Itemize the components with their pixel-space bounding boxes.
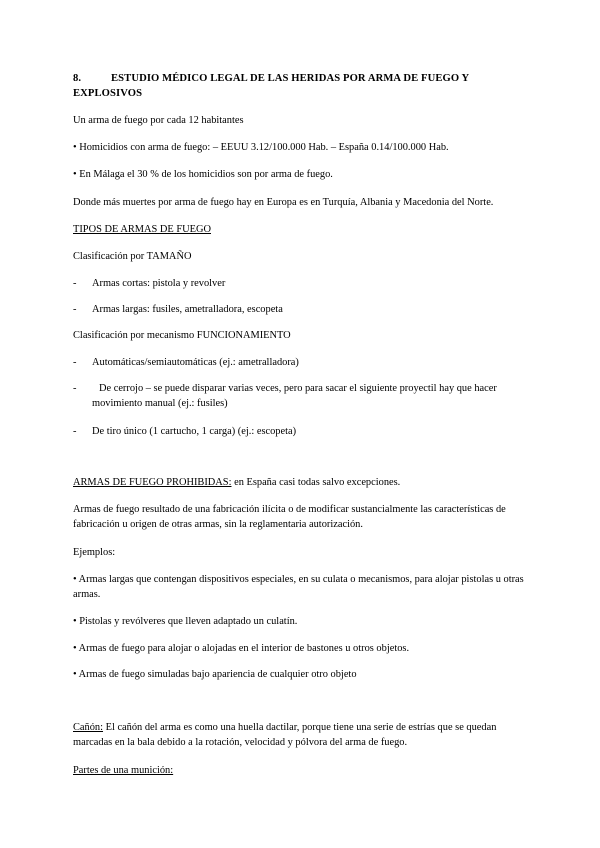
intro-line-3: • En Málaga el 30 % de los homicidios son por arma de fuego. bbox=[73, 169, 333, 180]
prohibidas-line bbox=[73, 475, 533, 490]
ejemplo-item: • Pistolas y revólveres que lleven adaptado un culatín. bbox=[73, 616, 298, 627]
list-dash: - bbox=[73, 426, 77, 437]
ejemplo-item: • Armas de fuego simuladas bajo apariencia de cualquier otro objeto bbox=[73, 669, 357, 680]
list-dash: - bbox=[73, 304, 77, 315]
list-item-text: Armas largas: fusiles, ametralladora, escopeta bbox=[92, 304, 283, 315]
list-item-text: De tiro único (1 cartucho, 1 carga) (ej.: escopeta) bbox=[92, 426, 297, 437]
prohibidas-heading: ARMAS DE FUEGO PROHIBIDAS: bbox=[73, 477, 232, 488]
list-item-text: De cerrojo – se puede disparar varias veces, pero para sacar el siguiente proyectil hay que hacer bbox=[99, 383, 497, 394]
intro-line-4: Donde más muertes por arma de fuego hay en Europa es en Turquía, Albania y Macedonia del Norte. bbox=[73, 197, 494, 208]
ejemplo-item: • Armas largas que contengan dispositivos especiales, en su culata o mecanismos, para alojar pistolas u otras armas. bbox=[73, 574, 524, 600]
tamano-heading: Clasificación por TAMAÑO bbox=[73, 251, 192, 262]
list-item bbox=[73, 355, 533, 370]
list-item-continuation: movimiento manual (ej.: fusiles) bbox=[92, 398, 228, 409]
section-title bbox=[73, 71, 533, 101]
list-item bbox=[73, 381, 533, 411]
ejemplos-label: Ejemplos: bbox=[73, 547, 116, 558]
canon-label: Cañón: bbox=[73, 722, 104, 733]
prohibidas-rest: en España casi todas salvo excepciones. bbox=[231, 477, 401, 488]
section-title-text: ESTUDIO MÉDICO LEGAL DE LAS HERIDAS POR ARMA DE FUEGO Y EXPLOSIVOS bbox=[73, 73, 469, 99]
intro-line-1: Un arma de fuego por cada 12 habitantes bbox=[73, 115, 244, 126]
list-dash: - bbox=[73, 383, 77, 394]
prohibidas-definition: Armas de fuego resultado de una fabricación ilícita o de modificar sustancialmente las características de fabricación u origen de otras armas, sin la reglamentaria autorización. bbox=[73, 504, 506, 530]
tipos-heading: TIPOS DE ARMAS DE FUEGO bbox=[73, 224, 211, 235]
canon-paragraph bbox=[73, 720, 533, 750]
section-number: 8. bbox=[73, 73, 82, 84]
list-dash: - bbox=[73, 278, 77, 289]
list-item-text: Armas cortas: pistola y revolver bbox=[92, 278, 226, 289]
list-item-text: Automáticas/semiautomáticas (ej.: ametralladora) bbox=[92, 357, 299, 368]
canon-text: El cañón del arma es como una huella dactilar, porque tiene una serie de estrías que se quedan marcadas en la bala debido a la rotación, velocidad y pólvora del arma de fuego. bbox=[73, 722, 497, 748]
partes-heading: Partes de una munición: bbox=[73, 765, 174, 776]
list-item bbox=[73, 276, 533, 291]
list-dash: - bbox=[73, 357, 77, 368]
ejemplo-item: • Armas de fuego para alojar o alojadas en el interior de bastones u otros objetos. bbox=[73, 643, 410, 654]
list-item bbox=[73, 302, 533, 317]
intro-line-2: • Homicidios con arma de fuego: – EEUU 3.12/100.000 Hab. – España 0.14/100.000 Hab. bbox=[73, 142, 449, 153]
mecanismo-heading: Clasificación por mecanismo FUNCIONAMIENTO bbox=[73, 330, 291, 341]
list-item bbox=[73, 424, 533, 439]
